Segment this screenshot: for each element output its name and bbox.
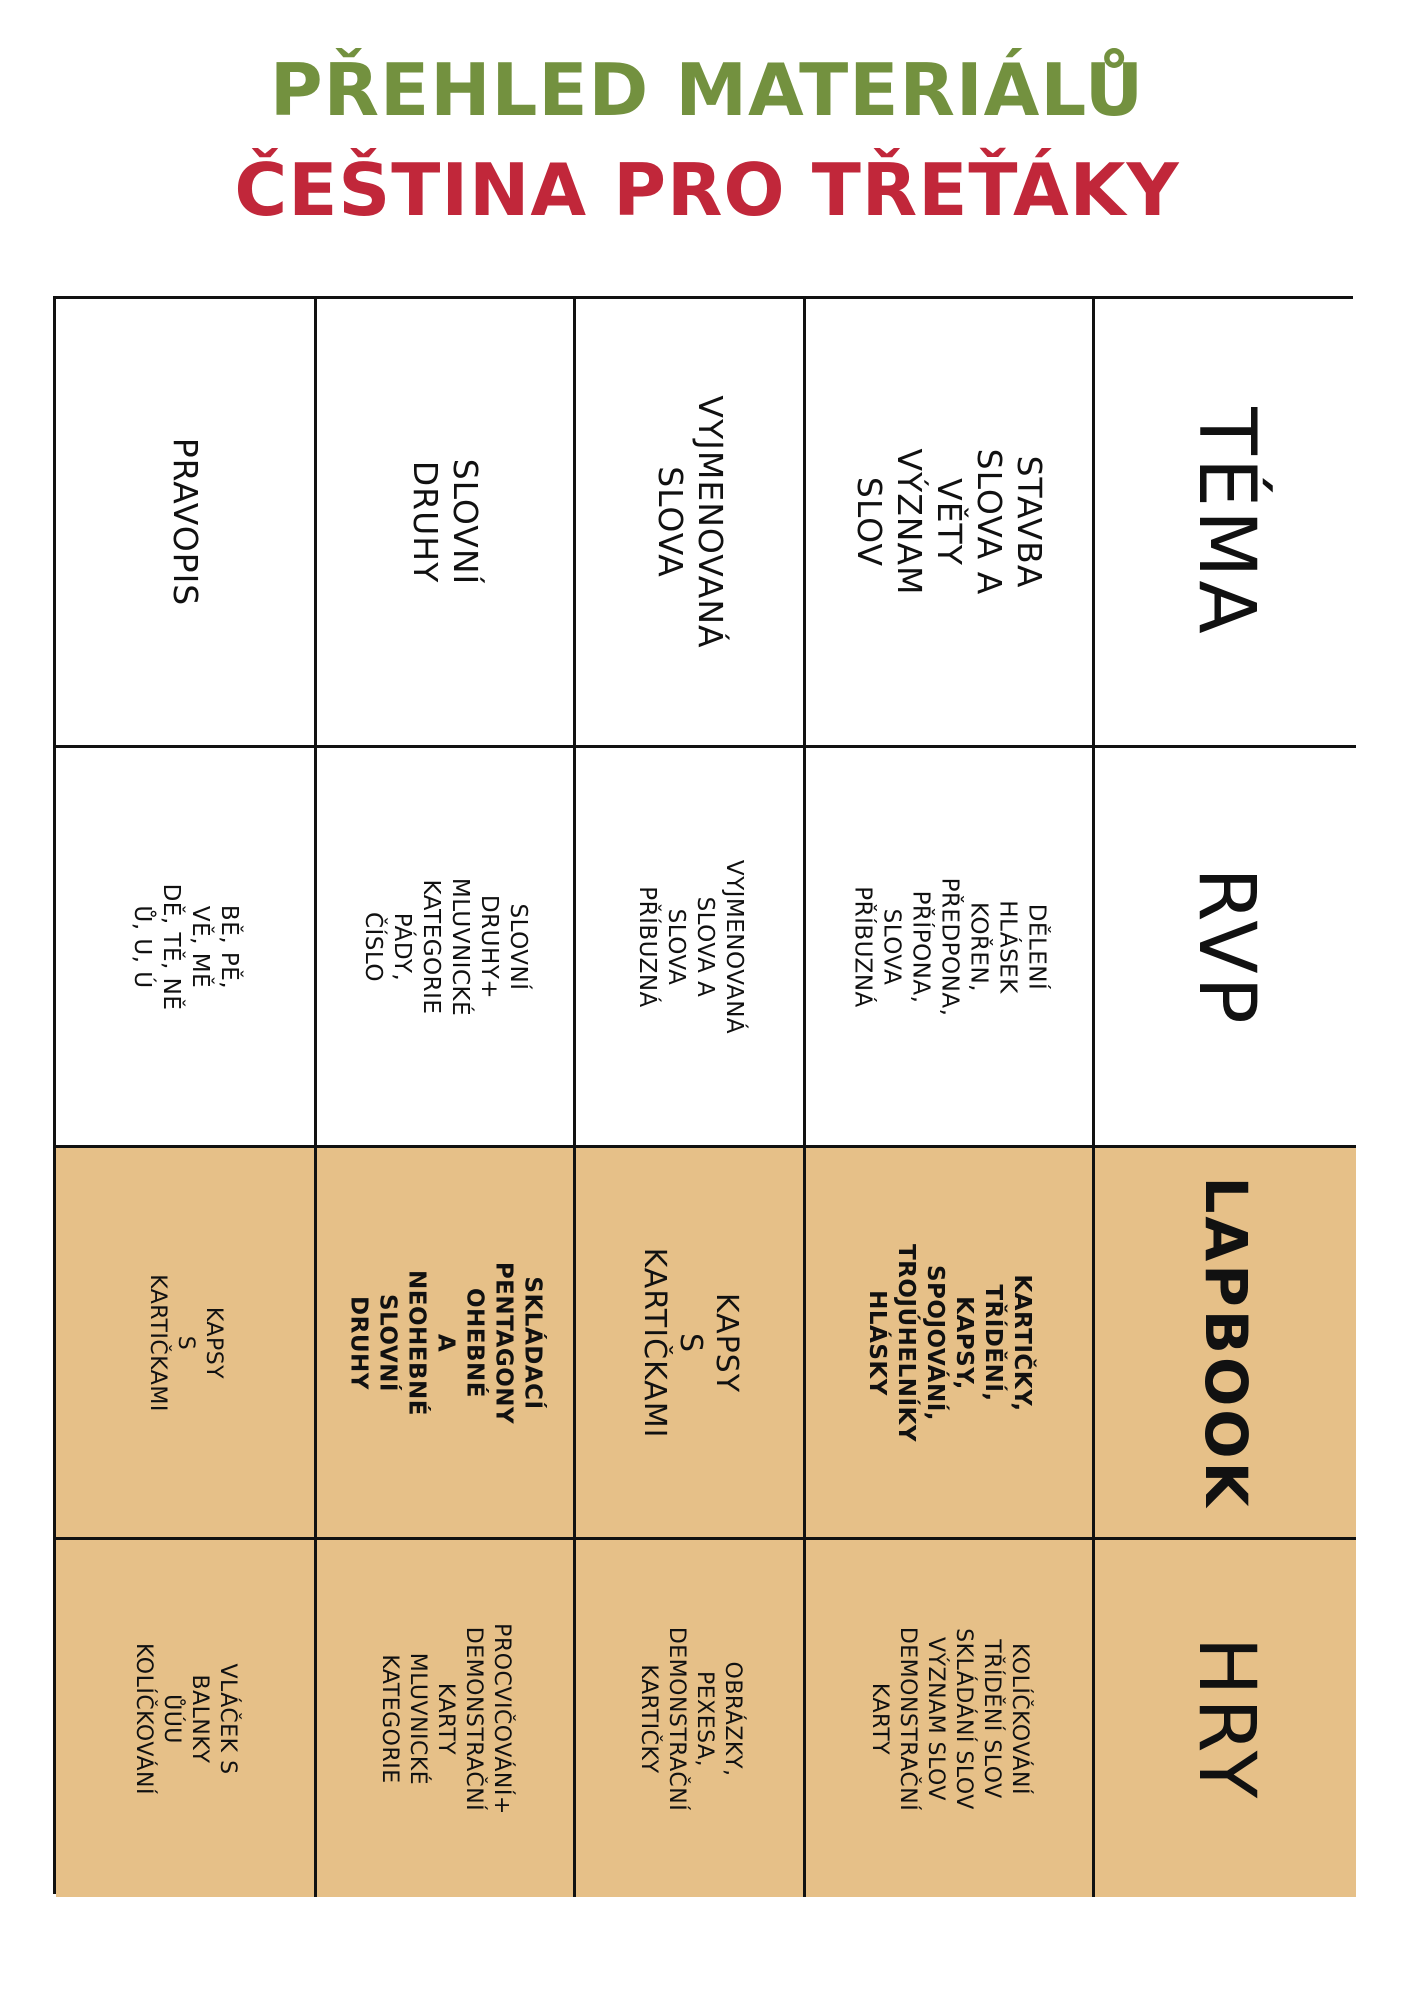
lapbook-cell-vyjmenovana-slova xyxy=(576,1148,806,1540)
header-cell-tema xyxy=(1095,299,1356,748)
header-hry: HRY xyxy=(1180,1636,1271,1801)
hry-cell-slovni-druhy xyxy=(317,1540,576,1897)
lapbook-vyjmenovana-slova-text: KAPSY S KARTIČKAMI xyxy=(636,1247,744,1438)
rvp-slovni-druhy-text: SLOVNÍ DRUHY+ MLUVNICKÉ KATEGORIE PÁDY, ČÍSLO xyxy=(360,877,531,1016)
page-subtitle: ČEŠTINA PRO TŘEŤÁKY xyxy=(234,148,1180,232)
header-rvp: RVP xyxy=(1180,866,1271,1027)
tema-cell-vyjmenovana-slova xyxy=(576,299,806,748)
rvp-vyjmenovana-slova-text: VYJMENOVANÁ SLOVA A SLOVA PŘÍBUZNÁ xyxy=(633,859,747,1034)
lapbook-pravopis-text: KAPSY S KARTIČKAMI xyxy=(145,1273,226,1412)
page-title: PŘEHLED MATERIÁLŮ xyxy=(269,48,1145,132)
lapbook-cell-slovni-druhy xyxy=(317,1148,576,1540)
hry-cell-vyjmenovana-slova xyxy=(576,1540,806,1897)
tema-slovni-druhy-text: SLOVNÍ DRUHY xyxy=(406,458,485,586)
hry-slovni-druhy-text: PROCVIČOVÁNÍ+ DEMONSTRAČNÍ KARTY MLUVNICKÉ KATEGORIE xyxy=(377,1622,514,1815)
header-cell-hry xyxy=(1095,1540,1356,1897)
header-cell-rvp xyxy=(1095,748,1356,1148)
materials-table xyxy=(53,296,1353,1894)
rvp-cell-pravopis xyxy=(56,748,317,1148)
lapbook-cell-stavba-slova xyxy=(806,1148,1095,1540)
header-tema: TÉMA xyxy=(1180,407,1271,637)
rvp-stavba-slova-text: DĚLENÍ HLÁSEK KOŘEN, PŘEDPONA, PŘÍPONA, SLOVA PŘÍBUZNÁ xyxy=(849,877,1050,1016)
hry-vyjmenovana-slova-text: OBRÁZKY, PEXESA, DEMONSTRAČNÍ KARTIČKY xyxy=(635,1626,745,1811)
hry-pravopis-text: VLÁČEK S BALNKY ŮÚU KOLÍČKOVÁNÍ xyxy=(131,1642,240,1795)
rvp-cell-slovni-druhy xyxy=(317,748,576,1148)
tema-pravopis-text: PRAVOPIS xyxy=(166,437,205,607)
tema-stavba-slova-text: STAVBA SLOVA A VĚTY VÝZNAM SLOV xyxy=(850,448,1049,596)
header-lapbook: LAPBOOK xyxy=(1191,1175,1260,1510)
tema-cell-pravopis xyxy=(56,299,317,748)
tema-vyjmenovana-slova-text: VYJMENOVANÁ SLOVA xyxy=(650,395,730,649)
lapbook-cell-pravopis xyxy=(56,1148,317,1540)
header-cell-lapbook xyxy=(1095,1148,1356,1540)
tema-cell-stavba-slova xyxy=(806,299,1095,748)
lapbook-stavba-slova-text: KARTIČKY, TŘÍDĚNÍ, KAPSY, SPOJOVÁNÍ, TROJÚHELNÍKY HLÁSKY xyxy=(864,1243,1035,1442)
rvp-cell-vyjmenovana-slova xyxy=(576,748,806,1148)
hry-cell-pravopis xyxy=(56,1540,317,1897)
lapbook-slovni-druhy-text: SKLÁDACÍ PENTAGONY OHEBNÉ A NEOHEBNÉ SLOVNÍ DRUHY xyxy=(345,1261,546,1424)
hry-cell-stavba-slova xyxy=(806,1540,1095,1897)
tema-cell-slovni-druhy xyxy=(317,299,576,748)
rvp-cell-stavba-slova xyxy=(806,748,1095,1148)
rvp-pravopis-text: BĚ, PĚ, VĚ, MĚ DĚ, TĚ, NĚ Ů, U, Ú xyxy=(129,883,242,1010)
hry-stavba-slova-text: KOLÍČKOVÁNÍ TŘÍDĚNÍ SLOV SKLÁDÁNÍ SLOV VÝZNAM SLOV DEMONSTRAČNÍ KARTY xyxy=(867,1626,1032,1811)
